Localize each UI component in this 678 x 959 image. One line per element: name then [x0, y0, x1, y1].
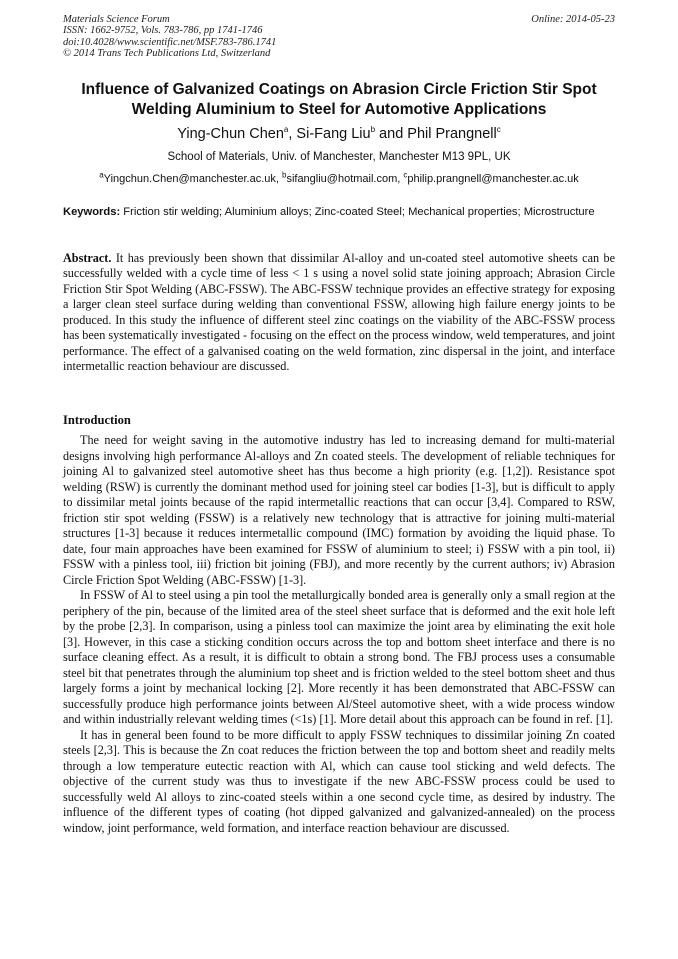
author-separator: , — [288, 126, 297, 142]
paragraph: In FSSW of Al to steel using a pin tool the metallurgically bonded area is generally only a small region at the periphery of the pin, because of the limited area of the steel sheet surface that is deformed and the exit hole left by the probe [2,3]. In comparison, using a pinless tool can maximize the joint area by eliminating the exit hole [3]. However, in this case a sticking condition occurs across the top and bottom sheet interface and there is no surface cleaning effect. As a result, it is difficult to obtain a strong bond. The FBJ process uses a consumable steel bit that penetrates through the aluminium top sheet and is friction welded to the steel bottom sheet and thus largely forms a joint by mechanical locking [2]. More recently it has been demonstrated that ABC-FSSW can successfully produce high performance joints between Al/Steel automotive sheet, with a wide process window and within industrially relevant welding times (<1s) [1]. More detail about this approach can be found in ref. [1]. — [63, 588, 615, 726]
email-superscript: b — [281, 170, 287, 180]
author-superscript: a — [283, 125, 289, 135]
paragraph: It has in general been found to be more difficult to apply FSSW techniques to dissimilar joining Zn coated steels [2,3]. This is because the Zn coat reduces the friction between the top and bottom sheet and readily melts through a low temperature eutectic reaction with Al, which can cause tool sticking and weld defects. The objective of the current study was thus to investigate if the new ABC-FSSW process could be used to successfully weld Al alloys to zinc-coated steels within a one second cycle time, as desired by industry. The influence of the different types of coating (hot dipped galvanized and galvanized-annealed) on the process window, joint performance, weld formation, and interface reaction behaviour are discussed. — [63, 727, 615, 835]
journal-copyright: © 2014 Trans Tech Publications Ltd, Switzerland — [63, 47, 271, 59]
keywords-label: Keywords: — [63, 206, 121, 218]
abstract-text: It has previously been shown that dissimilar Al-alloy and un-coated steel automotive sheets can be successfully welded with a cycle time of less < 1 s using a novel solid state joining approach; Abrasion Circle Friction Stir Spot Welding (ABC-FSSW). The ABC-FSSW technique provides an effective strategy for exposing a larger clean steel surface during welding than conventional FSSW, allowing high failure energy joints to be produced. In this study the influence of different steel zinc coatings on the viability of the ABC-FSSW process has been systematically investigated - focusing on the effect on the process window, weld temperatures, and joint performance. The effect of a galvanised coating on the weld formation, zinc dispersal in the joint, and interface intermetallic reaction behaviour are discussed. — [63, 251, 616, 374]
email-address: philip.prangnell@manchester.ac.uk — [407, 173, 579, 185]
author-name: Phil Prangnell — [407, 126, 497, 142]
journal-issn: ISSN: 1662-9752, Vols. 783-786, pp 1741-1746 — [63, 25, 263, 37]
author-superscript: c — [496, 125, 501, 135]
author-superscript: b — [370, 125, 376, 135]
section-heading-introduction: Introduction — [63, 413, 131, 427]
journal-name: Materials Science Forum — [63, 14, 170, 25]
journal-doi: doi:10.4028/www.scientific.net/MSF.783-786.1741 — [63, 36, 277, 48]
author-separator: and — [375, 126, 408, 142]
online-date: Online: 2014-05-23 — [531, 14, 615, 25]
email-list — [63, 171, 615, 187]
affiliation: School of Materials, Univ. of Manchester, Manchester M13 9PL, UK — [167, 151, 511, 163]
email-superscript: a — [99, 170, 104, 180]
author-name: Si-Fang Liu — [296, 126, 371, 142]
journal-header — [63, 14, 615, 59]
email-address: Yingchun.Chen@manchester.ac.uk, — [103, 173, 282, 185]
keywords — [63, 205, 615, 221]
abstract-label: Abstract. — [63, 251, 112, 265]
author-name: Ying-Chun Chen — [177, 126, 284, 142]
author-list — [63, 125, 615, 143]
keywords-text: Friction stir welding; Aluminium alloys; Zinc-coated Steel; Mechanical properties; Microstructure — [120, 206, 595, 218]
paragraph: The need for weight saving in the automotive industry has led to increasing demand for multi-material designs involving high performance Al-alloys and Zn coated steels. The development of reliable techniques for joining Al to galvanized steel automotive sheet has thus become a high priority (e.g. [1,2]). Resistance spot welding (RSW) is currently the dominant method used for joining steel car bodies [1-3], but is difficult to apply to dissimilar metal joints because of the rapid intermetallic reactions that can occur [3,4]. Compared to RSW, friction stir spot welding (FSSW) is a relatively new technology that is attractive for joining multi-material structures [1-3] because it reduces intermetallic compound (IMC) formation by avoiding the liquid phase. To date, four main approaches have been examined for FSSW of aluminium to steel; i) FSSW with a pin tool, ii) FSSW with a pinless tool, iii) friction bit joining (FBJ), and more recently by the current authors; iv) Abrasion Circle Friction Spot Welding (ABC-FSSW) [1-3]. — [63, 433, 615, 587]
introduction-body — [63, 433, 615, 836]
paper-title: Influence of Galvanized Coatings on Abrasion Circle Friction Stir Spot Welding Aluminium to Steel for Automotive Applications — [81, 81, 597, 118]
email-superscript: c — [403, 170, 408, 180]
email-address: sifangliu@hotmail.com, — [286, 173, 404, 185]
abstract — [63, 251, 615, 375]
